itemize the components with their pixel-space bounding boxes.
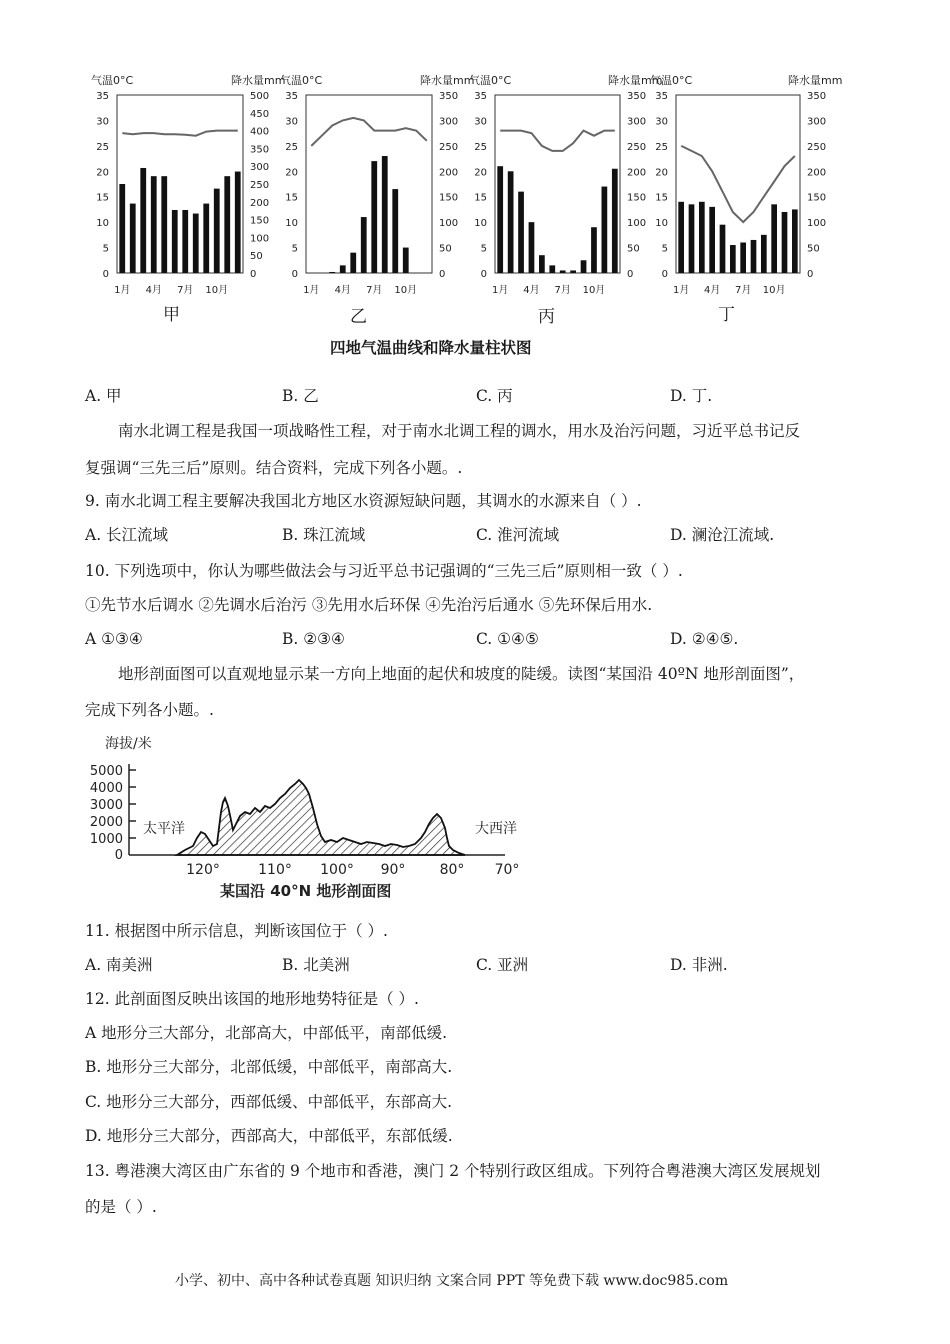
precipitation-bar — [119, 184, 125, 273]
temperature-tick-label: 25 — [96, 141, 109, 153]
precipitation-tick-label: 450 — [250, 108, 270, 120]
temperature-tick-label: 20 — [285, 167, 298, 179]
month-tick-label: 4月 — [145, 285, 162, 296]
precipitation-tick-label: 50 — [439, 243, 452, 255]
precipitation-tick-label: 0 — [627, 269, 634, 280]
precipitation-axis-title: 降水量mm — [420, 74, 475, 87]
climate-figure-title: 四地气温曲线和降水量柱状图 — [330, 339, 532, 357]
q11-option-d: D. 非洲. — [670, 956, 728, 974]
temperature-tick-label: 20 — [474, 167, 487, 179]
precipitation-bar — [130, 204, 136, 273]
q10-option-a: A ①③④ — [85, 630, 143, 648]
q10-stem: 10. 下列选项中，你认为哪些做法会与习近平总书记强调的“三先三后”原则相一致（ ）. — [85, 562, 683, 580]
temperature-tick-label: 10 — [655, 218, 668, 230]
chart-frame — [117, 95, 243, 273]
precipitation-bar — [172, 210, 178, 273]
month-tick-label: 7月 — [734, 285, 752, 296]
month-tick-label: 10月 — [762, 285, 786, 296]
profile-x-tick: 90° — [380, 862, 406, 878]
precipitation-tick-label: 200 — [250, 197, 270, 209]
precipitation-bar — [570, 270, 576, 273]
page-footer: 小学、初中、高中各种试卷真题 知识归纳 文案合同 PPT 等免费下载 www.doc985.com — [175, 1273, 729, 1289]
precipitation-bar — [699, 202, 705, 273]
precipitation-tick-label: 350 — [807, 91, 827, 102]
precipitation-axis-title: 降水量mm — [608, 74, 663, 87]
temperature-tick-label: 15 — [474, 192, 487, 204]
temperature-tick-label: 0 — [661, 269, 668, 280]
q11-option-c: C. 亚洲 — [476, 956, 529, 974]
precipitation-axis-title: 降水量mm — [788, 74, 843, 87]
precipitation-bar — [602, 187, 608, 273]
month-tick-label: 7月 — [366, 285, 383, 296]
q8-option-c: C. 丙 — [476, 387, 513, 405]
temperature-tick-label: 35 — [474, 91, 487, 102]
precipitation-tick-label: 200 — [439, 167, 459, 179]
month-tick-label: 1月 — [492, 285, 509, 296]
terrain-profile-shape — [177, 780, 465, 855]
profile-y-tick: 4000 — [89, 781, 123, 796]
q11-stem: 11. 根据图中所示信息，判断该国位于（ ）. — [85, 922, 388, 940]
q9-option-d: D. 澜沧江流域. — [670, 526, 775, 544]
month-tick-label: 4月 — [523, 285, 540, 296]
precipitation-bar — [140, 168, 146, 273]
q9-option-c: C. 淮河流域 — [476, 526, 560, 544]
temperature-line — [500, 131, 615, 151]
q13-stem-line-1: 13. 粤港澳大湾区由广东省的 9 个地市和香港，澳门 2 个特别行政区组成。下列符合粤港澳大湾区发展规划 — [85, 1162, 821, 1180]
q11-option-a: A. 南美洲 — [85, 956, 153, 974]
temperature-tick-label: 5 — [291, 243, 298, 255]
precipitation-bar — [709, 207, 715, 273]
precipitation-tick-label: 350 — [439, 91, 459, 102]
precipitation-bar — [529, 222, 535, 273]
precipitation-tick-label: 300 — [250, 162, 270, 174]
profile-title: 某国沿 40°N 地形剖面图 — [220, 882, 392, 900]
q12-stem: 12. 此剖面图反映出该国的地形地势特征是（ ）. — [85, 990, 419, 1008]
passage-1-line-1: 南水北调工程是我国一项战略性工程，对于南水北调工程的调水，用水及治污问题，习近平总书记反 — [118, 422, 801, 440]
chart-frame — [306, 95, 432, 273]
temperature-tick-label: 15 — [655, 192, 668, 204]
chart-frame — [676, 95, 800, 273]
month-tick-label: 10月 — [205, 285, 229, 296]
chart-label-jia: 甲 — [163, 305, 180, 325]
passage-2-line-2: 完成下列各小题。. — [85, 701, 214, 719]
passage-1-line-2: 复强调“三先三后”原则。结合资料，完成下列各小题。. — [85, 459, 463, 477]
precipitation-tick-label: 150 — [250, 215, 270, 227]
profile-y-tick: 3000 — [89, 798, 123, 813]
temperature-tick-label: 35 — [96, 91, 109, 102]
month-tick-label: 10月 — [582, 285, 606, 296]
precipitation-tick-label: 50 — [627, 243, 640, 255]
q12-option-a: A 地形分三大部分，北部高大，中部低平，南部低缓. — [85, 1024, 448, 1042]
precipitation-bar — [730, 245, 736, 273]
precipitation-bar — [350, 253, 356, 273]
temperature-tick-label: 35 — [655, 91, 668, 102]
month-tick-label: 4月 — [334, 285, 351, 296]
temperature-line — [681, 146, 795, 222]
temperature-tick-label: 10 — [285, 218, 298, 230]
q12-option-c: C. 地形分三大部分，西部低缓、中部低平，东部高大. — [85, 1093, 453, 1111]
temperature-tick-label: 0 — [480, 269, 487, 280]
temperature-tick-label: 5 — [661, 243, 668, 255]
month-tick-label: 4月 — [703, 285, 721, 296]
temperature-axis-title: 气温0°C — [91, 74, 134, 87]
precipitation-bar — [392, 189, 398, 273]
atlantic-ocean-label: 大西洋 — [475, 821, 517, 837]
month-tick-label: 7月 — [177, 285, 194, 296]
q8-option-a: A. 甲 — [85, 387, 122, 405]
precipitation-bar — [761, 235, 767, 273]
temperature-tick-label: 30 — [285, 116, 298, 128]
precipitation-tick-label: 150 — [627, 192, 647, 204]
precipitation-tick-label: 350 — [250, 144, 270, 156]
precipitation-tick-label: 150 — [439, 192, 459, 204]
precipitation-bar — [560, 270, 566, 273]
chart-label-ding: 丁 — [718, 305, 735, 325]
temperature-tick-label: 20 — [655, 167, 668, 179]
q11-option-b: B. 北美洲 — [282, 956, 350, 974]
profile-x-tick: 110° — [258, 862, 292, 878]
temperature-tick-label: 15 — [96, 192, 109, 204]
climate-charts-figure — [0, 60, 950, 360]
q10-items: ①先节水后调水 ②先调水后治污 ③先用水后环保 ④先治污后通水 ⑤先环保后用水. — [85, 596, 653, 614]
temperature-tick-label: 0 — [102, 269, 109, 280]
temperature-tick-label: 30 — [474, 116, 487, 128]
passage-2-line-1: 地形剖面图可以直观地显示某一方向上地面的起伏和坡度的陡缓。读图“某国沿 40ºN 地形剖面图”， — [118, 665, 805, 683]
precipitation-tick-label: 0 — [250, 269, 257, 280]
precipitation-tick-label: 300 — [627, 116, 647, 128]
precipitation-tick-label: 250 — [627, 141, 647, 153]
precipitation-bar — [340, 265, 346, 273]
chart-label-yi: 乙 — [350, 307, 367, 327]
profile-x-tick: 80° — [439, 862, 465, 878]
chart-frame — [495, 95, 620, 273]
profile-y-tick: 2000 — [89, 815, 123, 830]
temperature-axis-title: 气温0°C — [650, 74, 693, 87]
precipitation-bar — [771, 204, 777, 273]
chart-label-bing: 丙 — [538, 307, 555, 327]
precipitation-bar — [329, 272, 335, 273]
precipitation-bar — [689, 204, 695, 273]
precipitation-bar — [518, 192, 524, 273]
precipitation-bar — [224, 176, 230, 273]
temperature-axis-title: 气温0°C — [469, 74, 512, 87]
temperature-axis-title: 气温0°C — [280, 74, 323, 87]
temperature-tick-label: 5 — [480, 243, 487, 255]
precipitation-bar — [508, 171, 514, 273]
precipitation-bar — [581, 260, 587, 273]
precipitation-bar — [591, 227, 597, 273]
precipitation-tick-label: 100 — [807, 218, 827, 230]
precipitation-tick-label: 300 — [439, 116, 459, 128]
q10-option-c: C. ①④⑤ — [476, 630, 539, 648]
temperature-tick-label: 10 — [474, 218, 487, 230]
profile-x-tick: 100° — [320, 862, 354, 878]
precipitation-tick-label: 250 — [439, 141, 459, 153]
month-tick-label: 1月 — [672, 285, 690, 296]
precipitation-tick-label: 200 — [807, 167, 827, 179]
precipitation-tick-label: 200 — [627, 167, 647, 179]
q12-option-d: D. 地形分三大部分，西部高大，中部低平，东部低缓. — [85, 1127, 453, 1145]
month-tick-label: 1月 — [303, 285, 320, 296]
precipitation-tick-label: 250 — [250, 180, 270, 191]
precipitation-bar — [720, 225, 726, 273]
temperature-tick-label: 25 — [285, 141, 298, 153]
q13-stem-line-2: 的是（ ）. — [85, 1198, 157, 1216]
precipitation-bar — [151, 176, 157, 273]
precipitation-bar — [497, 166, 503, 273]
precipitation-tick-label: 100 — [250, 233, 270, 245]
precipitation-bar — [235, 172, 241, 273]
q12-option-b: B. 地形分三大部分，北部低缓，中部低平，南部高大. — [85, 1058, 453, 1076]
precipitation-tick-label: 300 — [807, 116, 827, 128]
temperature-line — [311, 118, 427, 146]
precipitation-bar — [792, 209, 798, 273]
precipitation-tick-label: 0 — [439, 269, 446, 280]
precipitation-bar — [161, 176, 167, 273]
precipitation-bar — [193, 214, 199, 273]
month-tick-label: 1月 — [114, 285, 131, 296]
precipitation-tick-label: 250 — [807, 141, 827, 153]
profile-y-axis-label: 海拔/米 — [105, 736, 152, 752]
precipitation-tick-label: 150 — [807, 192, 827, 204]
month-tick-label: 10月 — [394, 285, 418, 296]
profile-x-tick: 70° — [494, 862, 520, 878]
profile-y-tick: 5000 — [89, 764, 123, 779]
q10-option-d: D. ②④⑤. — [670, 630, 739, 648]
pacific-ocean-label: 太平洋 — [143, 821, 185, 837]
profile-x-tick: 120° — [186, 862, 220, 878]
precipitation-bar — [539, 255, 545, 273]
precipitation-bar — [361, 217, 367, 273]
q8-option-b: B. 乙 — [282, 387, 319, 405]
temperature-tick-label: 25 — [655, 141, 668, 153]
precipitation-bar — [678, 202, 684, 273]
temperature-tick-label: 25 — [474, 141, 487, 153]
precipitation-tick-label: 100 — [627, 218, 647, 230]
profile-y-tick: 0 — [114, 848, 123, 863]
month-tick-label: 7月 — [554, 285, 571, 296]
profile-y-tick: 1000 — [89, 832, 123, 847]
precipitation-bar — [403, 248, 409, 273]
precipitation-tick-label: 100 — [439, 218, 459, 230]
temperature-tick-label: 30 — [96, 116, 109, 128]
precipitation-tick-label: 350 — [627, 91, 647, 102]
temperature-tick-label: 0 — [291, 269, 298, 280]
temperature-tick-label: 20 — [96, 167, 109, 179]
precipitation-axis-title: 降水量mm — [231, 74, 286, 87]
temperature-tick-label: 5 — [102, 243, 109, 255]
precipitation-bar — [203, 204, 209, 273]
temperature-tick-label: 10 — [96, 218, 109, 230]
temperature-tick-label: 30 — [655, 116, 668, 128]
precipitation-bar — [371, 161, 377, 273]
precipitation-bar — [612, 169, 618, 273]
precipitation-bar — [782, 212, 788, 273]
precipitation-tick-label: 50 — [250, 251, 263, 263]
precipitation-tick-label: 0 — [807, 269, 814, 280]
q8-option-d: D. 丁. — [670, 387, 713, 405]
temperature-line — [122, 131, 238, 136]
precipitation-tick-label: 50 — [807, 243, 820, 255]
q9-stem: 9. 南水北调工程主要解决我国北方地区水资源短缺问题，其调水的水源来自（ ）. — [85, 492, 642, 510]
precipitation-bar — [751, 240, 757, 273]
precipitation-bar — [740, 242, 746, 273]
q9-option-b: B. 珠江流域 — [282, 526, 366, 544]
q9-option-a: A. 长江流域 — [85, 526, 169, 544]
precipitation-bar — [382, 156, 388, 273]
temperature-tick-label: 15 — [285, 192, 298, 204]
precipitation-bar — [214, 189, 220, 273]
precipitation-bar — [182, 210, 188, 273]
temperature-tick-label: 35 — [285, 91, 298, 102]
q10-option-b: B. ②③④ — [282, 630, 345, 648]
precipitation-bar — [549, 265, 555, 273]
terrain-profile-figure — [85, 728, 545, 908]
precipitation-tick-label: 500 — [250, 91, 270, 102]
precipitation-tick-label: 400 — [250, 126, 270, 138]
